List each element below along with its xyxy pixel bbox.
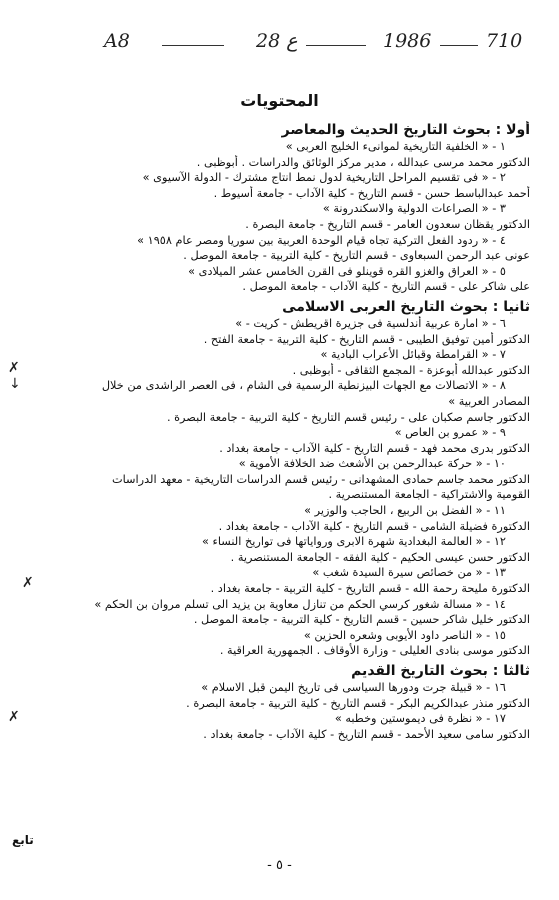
article-title-line: ١٦ - « قبيلة جرت ودورها السياسى فى تاريخ اليمن قبل الاسلام »	[201, 681, 506, 694]
author-line: الدكتور موسى بنادى العليلى - وزارة الأوقاف . الجمهورية العراقية .	[219, 644, 530, 658]
section-heading: ثانيا : بحوث التاريخ العربى الاسلامى	[282, 298, 530, 315]
article-title-line: ٤ - « ردود الفعل التركية تجاه قيام الوحدة العربية بين سوريا ومصر عام ١٩٥٨ »	[137, 233, 506, 247]
author-line: الدكتور محمد مرسى عبدالله ، مدير مركز الوثائق والدراسات . أبوظبى .	[196, 155, 530, 169]
article-title-line: ١٧ - « نظرة فى ديموستين وخطبه »	[334, 712, 506, 726]
article-title-line: ١٤ - « مسالة شغور كرسي الحكم من تنازل معاوية بن يزيد الى تسلم مروان بن الحكم »	[94, 597, 506, 611]
article-title-line: ٣ - « الصراعات الدولية والاسكندرونة »	[322, 202, 506, 216]
author-line: الدكتور محمد جاسم حمادى المشهدانى - رئيس قسم الدراسات التاريخية - معهد الدراسات	[111, 472, 530, 486]
author-line: الدكتور يقظان سعدون العامر - قسم التاريخ - جامعة البصرة .	[245, 217, 530, 231]
article-title-continuation: المصادر العربية »	[448, 394, 530, 408]
article-title-line: ١ - « الخلفية التاريخية لموانىء الخليج العربى »	[285, 140, 506, 153]
section-heading: أولا : بحوث التاريخ الحديث والمعاصر	[281, 122, 530, 138]
article-title-line: ١٥ - « الناصر داود الأيوبى وشعره الحزين »	[303, 628, 506, 642]
article-title-line: ١١ - « الفضل بن الربيع ، الحاجب والوزير »	[304, 504, 506, 518]
author-line: الدكتور منذر عبدالكريم البكر - قسم التاريخ - كلية التربية - جامعة البصرة .	[186, 696, 530, 710]
contents-list	[20, 118, 530, 742]
margin-mark: ✗	[8, 709, 20, 725]
author-line: عونى عبد الرحمن السبعاوى - قسم التاريخ - كلية التربية - جامعة الموصل .	[183, 249, 530, 263]
header-rule	[162, 45, 224, 46]
handwritten-issue-number	[256, 30, 298, 52]
author-line: الدكتور جاسم صكبان على - رئيس قسم التاريخ - كلية التربية - جامعة البصرة .	[166, 410, 530, 424]
handwritten-code: A8	[104, 30, 130, 52]
author-line: القومية والاشتراكية - الجامعة المستنصرية .	[328, 488, 530, 502]
author-line: الدكتور سامى سعيد الأحمد - قسم التاريخ - كلية الآداب - جامعة بغداد .	[203, 727, 530, 741]
article-title-line: ١٢ - « العالمة البغدادية شهرة الابرى ورواياتها فى تواريخ النساء »	[202, 535, 506, 549]
author-line: الدكتور أمين توفيق الطيبى - قسم التاريخ - كلية التربية - جامعة الفتح .	[203, 332, 530, 346]
article-title-line: ٩ - « عمرو بن العاص »	[394, 426, 506, 440]
article-title-line: ١٣ - « من خصائص سيرة السيدة شغب »	[312, 566, 506, 580]
header-rule	[440, 45, 478, 46]
author-line: الدكتور حسن عيسى الحكيم - كلية الفقه - الجامعة المستنصرية .	[230, 550, 530, 564]
issue-suffix: ع	[286, 30, 298, 52]
article-title-line: ٢ - « فى تقسيم المراحل التاريخية لدول نمط انتاج مشترك - الدولة الآسيوى »	[142, 171, 506, 185]
article-title-line: ٦ - « امارة عربية أندلسية فى جزيرة اقريطش - كريت - »	[235, 316, 506, 330]
margin-mark: ↓	[9, 376, 21, 392]
author-line: الدكتور خليل شاكر حسين - قسم التاريخ - كلية التربية - جامعة الموصل .	[193, 613, 530, 627]
margin-mark: ✗	[8, 360, 20, 376]
author-line: الدكتورة مليحة رحمة الله - قسم التاريخ - كلية التربية - جامعة بغداد .	[210, 582, 530, 596]
author-line: الدكتور بدرى محمد فهد - قسم التاريخ - كلية الآداب - جامعة بغداد .	[219, 441, 530, 455]
author-line: على شاكر على - قسم التاريخ - كلية الآداب - جامعة الموصل .	[242, 280, 530, 294]
issue-number: 28	[256, 30, 281, 52]
author-line: الدكتور عبدالله أبوعزة - المجمع الثقافى - أبوظبى .	[292, 363, 530, 377]
article-title-line: ٨ - « الاتصالات مع الجهات البيزنطية الرسمية فى الشام ، فى العصر الراشدى من خلال	[101, 379, 506, 393]
handwritten-year: 1986	[383, 30, 432, 52]
author-line: أحمد عبدالباسط حسن - قسم التاريخ - كلية الآداب - جامعة أسيوط .	[213, 186, 530, 200]
article-title-line: ١٠ - « حركة عبدالرحمن بن الأشعث ضد الخلافة الأموية »	[238, 457, 506, 471]
handwritten-page: 710	[486, 30, 523, 52]
section-heading: ثالثا : بحوث التاريخ القديم	[351, 663, 530, 679]
continued-label: تابع	[12, 833, 34, 847]
author-line: الدكتورة فضيلة الشامى - قسم التاريخ - كلية الآداب - جامعة بغداد .	[218, 519, 530, 533]
header-rule	[306, 45, 366, 46]
article-title-line: ٧ - « القرامطة وقبائل الأعراب البادية »	[320, 348, 506, 362]
page-title: المحتويات	[240, 91, 319, 110]
article-title-line: ٥ - « العراق والغزو القره قوينلو فى القرن الخامس عشر الميلادى »	[188, 264, 506, 278]
margin-mark: ✗	[22, 575, 34, 591]
page-number: - ٥ -	[267, 858, 292, 873]
